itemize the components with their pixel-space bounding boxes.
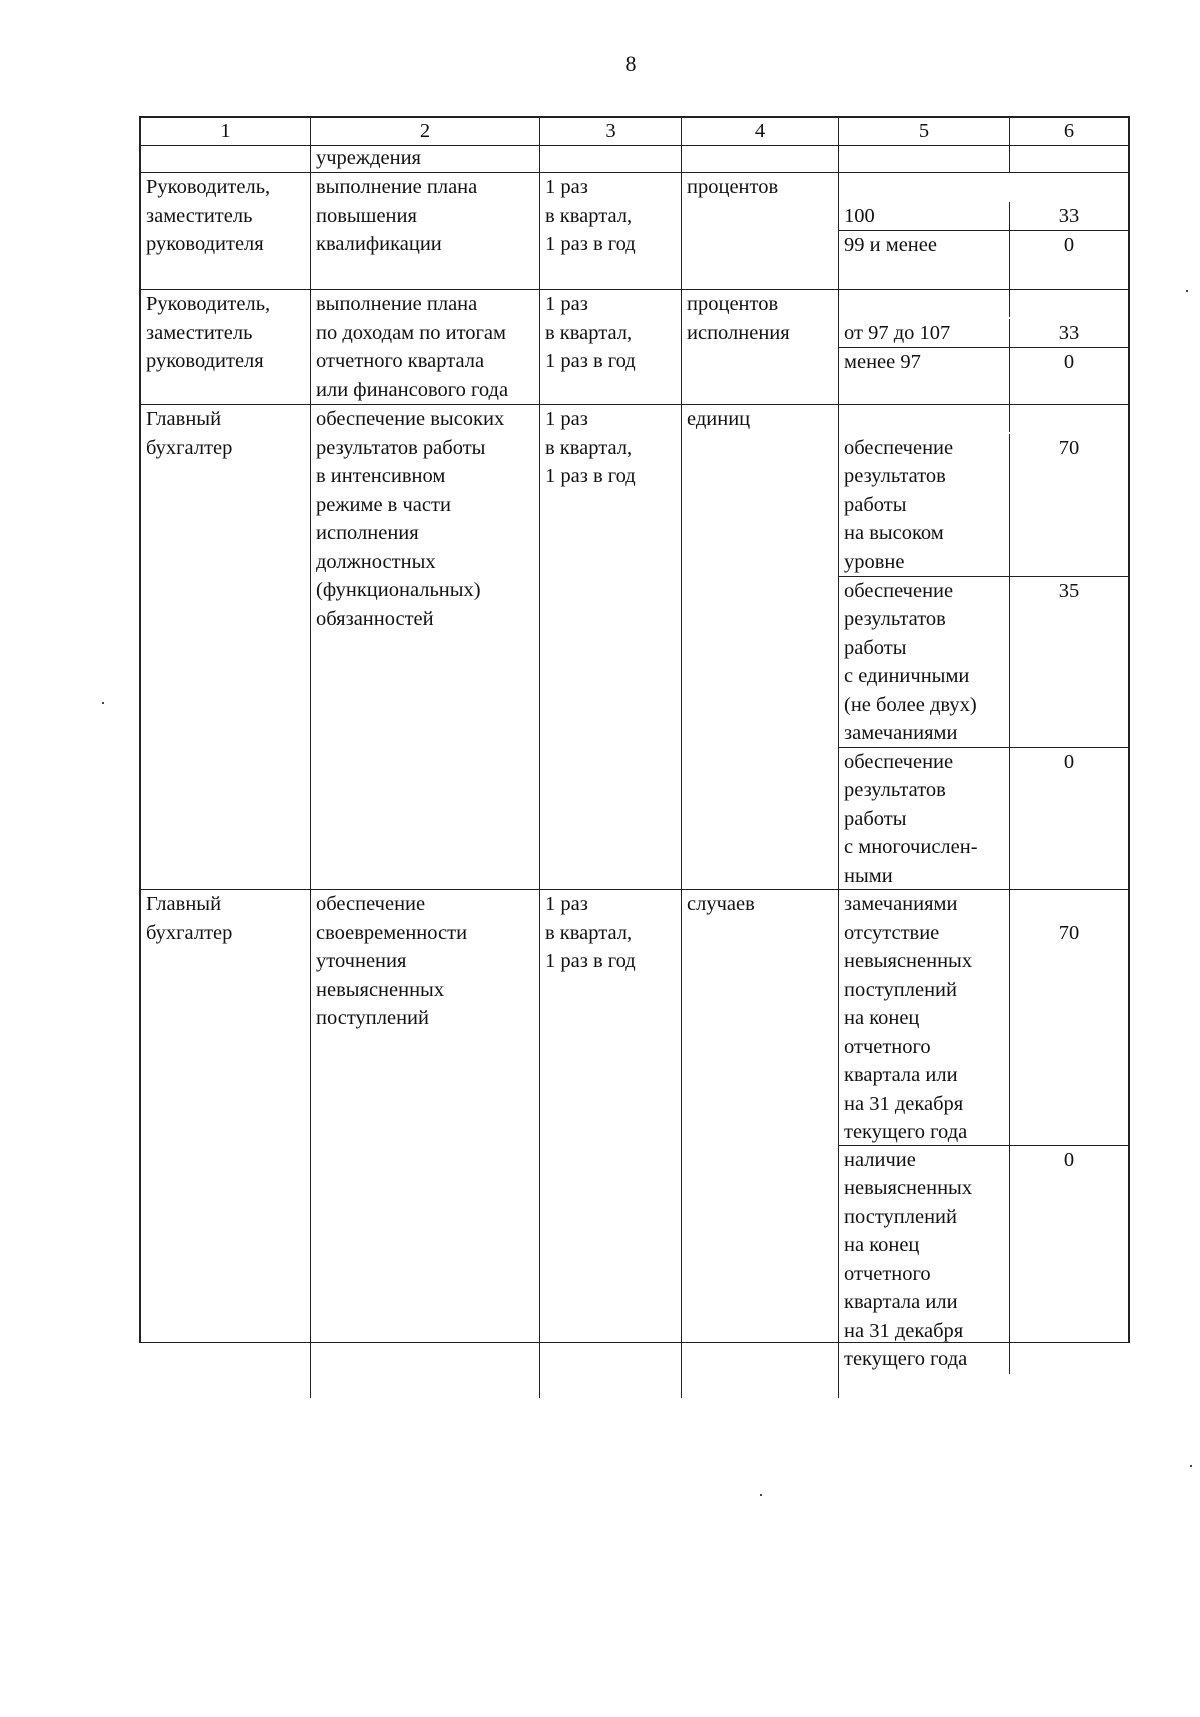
criterion-row [839,1146,1128,1370]
criterion-points: 70 [1058,921,1080,944]
criterion-text: отсутствие невыясненных поступлений на конец отчетного квартала или на 31 декабря текущего года [839,919,1010,1147]
header-cell: 2 [311,118,540,145]
position-cell: Руководитель, заместитель руководителя [141,290,311,461]
period-cell: 1 раз в квартал, 1 раз в год [540,405,682,946]
criteria-table [139,116,1130,1370]
criterion-text: наличие невыясненных поступлений на конец отчетного квартала или на 31 декабря текущего года [839,1146,1010,1374]
indicator-cell: обеспечение высоких результатов работы в интенсивном режиме в части исполнения должностных (функциональных) обязанностей [311,405,540,946]
criteria-group [839,405,1128,946]
indicator-cell: выполнение плана по доходам по итогам отчетного квартала или финансового года [311,290,540,461]
continuation-cell: учреждения [311,146,540,172]
header-cell: 3 [540,118,682,145]
table-row [139,173,1130,290]
indicator-cell: выполнение плана повышения квалификации [311,173,540,346]
criterion-text: обеспечение результатов работы на высоком уровне [839,434,1010,577]
criterion-points: 0 [1063,1148,1075,1171]
header-cell: 4 [682,118,839,145]
criterion-points: 70 [1058,436,1080,459]
position-cell: Главный бухгалтер [141,405,311,946]
table-row [139,146,1130,173]
criterion-text: обеспечение результатов работы с единичными (не более двух) замечаниями [839,577,1010,748]
criterion-points: 0 [1063,750,1075,773]
criterion-row [839,919,1128,1146]
position-cell: Руководитель, заместитель руководителя [141,173,311,346]
criterion-row [839,577,1128,748]
criterion-text: менее 97 [839,348,1010,432]
header-cell: 1 [141,118,311,145]
unit-cell: процентов исполнения [682,290,839,461]
table-row [139,290,1130,405]
criterion-text: 100 [839,202,1010,231]
criterion-row [839,202,1128,232]
table-header-row [139,116,1130,146]
position-cell: Главный бухгалтер [141,890,311,1398]
unit-cell: случаев [682,890,839,1398]
unit-cell: единиц [682,405,839,946]
header-cell: 6 [1063,120,1075,142]
period-cell: 1 раз в квартал, 1 раз в год [540,290,682,461]
criterion-points: 33 [1058,204,1080,227]
header-cell: 5 [839,118,1010,145]
page-number: 8 [625,51,637,76]
criterion-text: от 97 до 107 [839,319,1010,348]
criterion-text: обеспечение результатов работы с многочислен- ными замечаниями [839,748,1010,919]
unit-cell: процентов [682,173,839,346]
criterion-points: 0 [1063,351,1075,373]
criterion-points: 33 [1058,321,1080,344]
period-cell: 1 раз в квартал, 1 раз в год [540,173,682,346]
criterion-points: 0 [1063,234,1075,256]
criteria-group [839,890,1128,1398]
table-row [139,890,1130,1370]
criterion-text: 99 и менее [839,231,1010,317]
criterion-points: 35 [1058,579,1080,602]
criterion-row [839,434,1128,577]
indicator-cell: обеспечение своевременности уточнения невыясненных поступлений [311,890,540,1398]
period-cell: 1 раз в квартал, 1 раз в год [540,890,682,1398]
criterion-row [839,319,1128,349]
